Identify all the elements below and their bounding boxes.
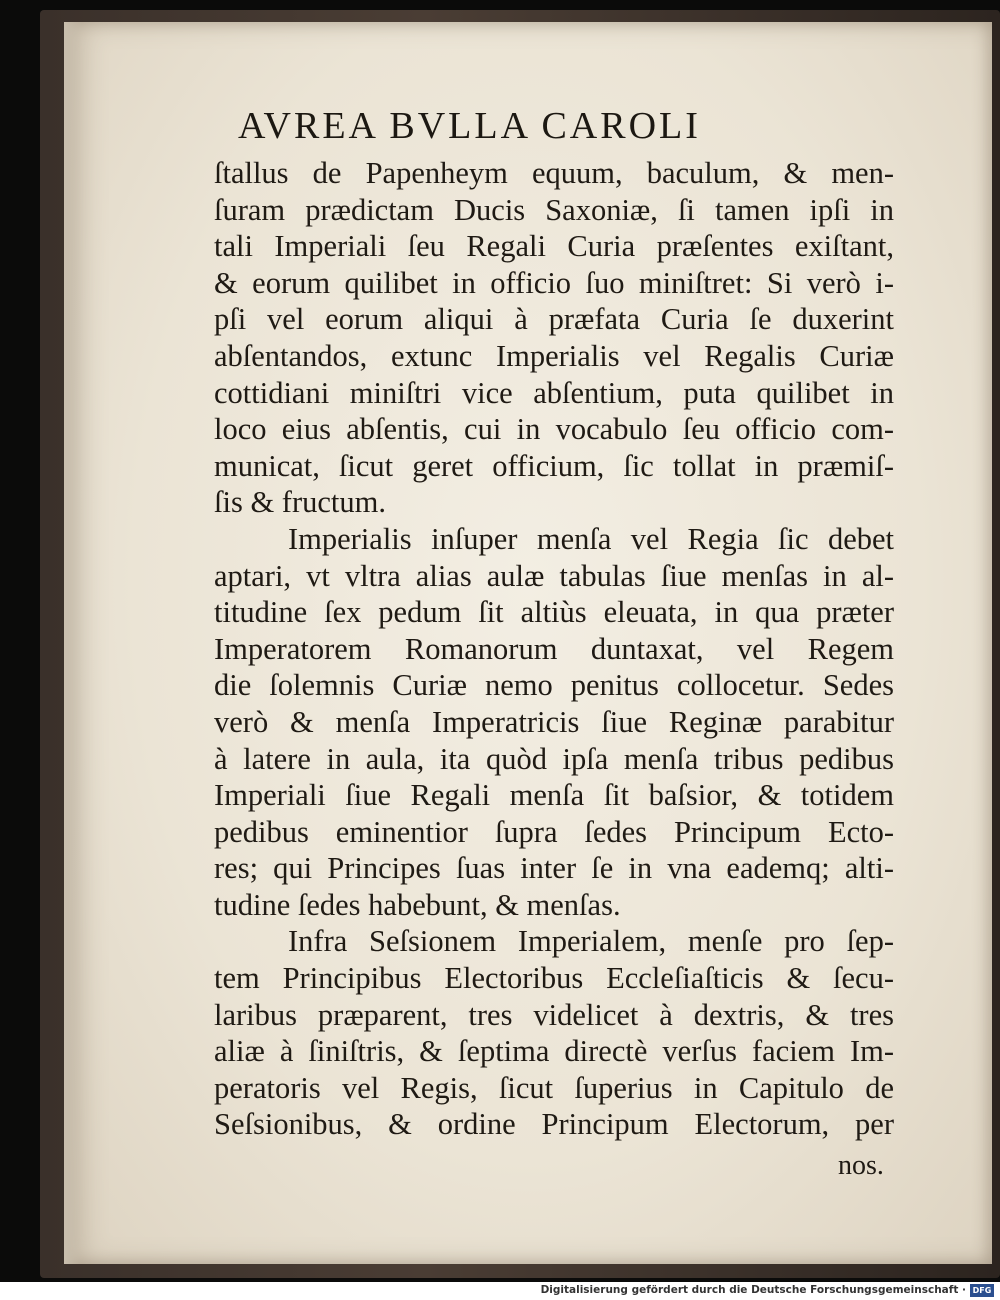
text-line-8: loco eius abſentis, cui in vocabulo ſeu officio com-	[214, 412, 894, 447]
text-line-6: abſentandos, extunc Imperialis vel Regalis Curiæ	[214, 338, 894, 373]
text-line-17: à latere in aula, ita quòd ipſa menſa tribus pedibus	[214, 741, 894, 776]
dfg-logo: DFG	[970, 1284, 994, 1297]
text-line-22: Infra Seſsionem Imperialem, menſe pro ſep-	[288, 924, 894, 959]
text-line-5: pſi vel eorum aliqui à præfata Curia ſe duxerint	[214, 302, 894, 337]
text-line-18: Imperiali ſiue Regali menſa ſit baſsior, & totidem	[214, 778, 894, 813]
text-line-15: die ſolemnis Curiæ nemo penitus collocetur. Sedes	[214, 668, 894, 703]
text-line-14: Imperatorem Romanorum duntaxat, vel Regem	[214, 631, 894, 666]
catchword: nos.	[838, 1150, 884, 1181]
text-line-7: cottidiani miniſtri vice abſentium, puta quilibet in	[214, 375, 894, 410]
text-line-4: & eorum quilibet in officio ſuo miniſtret: Si verò i-	[214, 265, 894, 300]
text-block	[214, 155, 894, 1143]
text-line-21: tudine ſedes habebunt, & menſas.	[214, 887, 621, 922]
text-line-20: res; qui Principes ſuas inter ſe in vna eademq; alti-	[214, 851, 894, 886]
text-line-2: ſuram prædictam Ducis Saxoniæ, ſi tamen ipſi in	[214, 192, 894, 227]
text-line-19: pedibus eminentior ſupra ſedes Principum Ecto-	[214, 814, 894, 849]
text-line-3: tali Imperiali ſeu Regali Curia præſentes exiſtant,	[214, 229, 894, 264]
text-line-24: laribus præparent, tres videlicet à dextris, & tres	[214, 997, 894, 1032]
text-line-27: Seſsionibus, & ordine Principum Electorum, per	[214, 1107, 894, 1142]
text-line-26: peratoris vel Regis, ſicut ſuperius in Capitulo de	[214, 1070, 894, 1105]
text-line-10: ſis & fructum.	[214, 485, 386, 520]
text-line-1: ſtallus de Papenheym equum, baculum, & men-	[214, 156, 894, 190]
text-line-16: verò & menſa Imperatricis ſiue Reginæ parabitur	[214, 704, 894, 739]
text-line-11: Imperialis inſuper menſa vel Regia ſic debet	[288, 521, 894, 556]
text-line-23: tem Principibus Electoribus Eccleſiaſticis & ſecu-	[214, 961, 894, 996]
text-line-12: aptari, vt vltra alias aulæ tabulas ſiue menſas in al-	[214, 558, 894, 593]
funding-credit: Digitalisierung gefördert durch die Deutsche Forschungsgemeinschaft ·	[540, 1284, 966, 1296]
text-line-9: municat, ſicut geret officium, ſic tollat in præmiſ-	[214, 448, 894, 483]
text-line-13: titudine ſex pedum ſit altiùs eleuata, in qua præter	[214, 595, 894, 630]
text-line-25: aliæ à ſiniſtris, & ſeptima directè verſus faciem Im-	[214, 1034, 894, 1069]
running-head: AVREA BVLLA CAROLI	[238, 105, 701, 147]
